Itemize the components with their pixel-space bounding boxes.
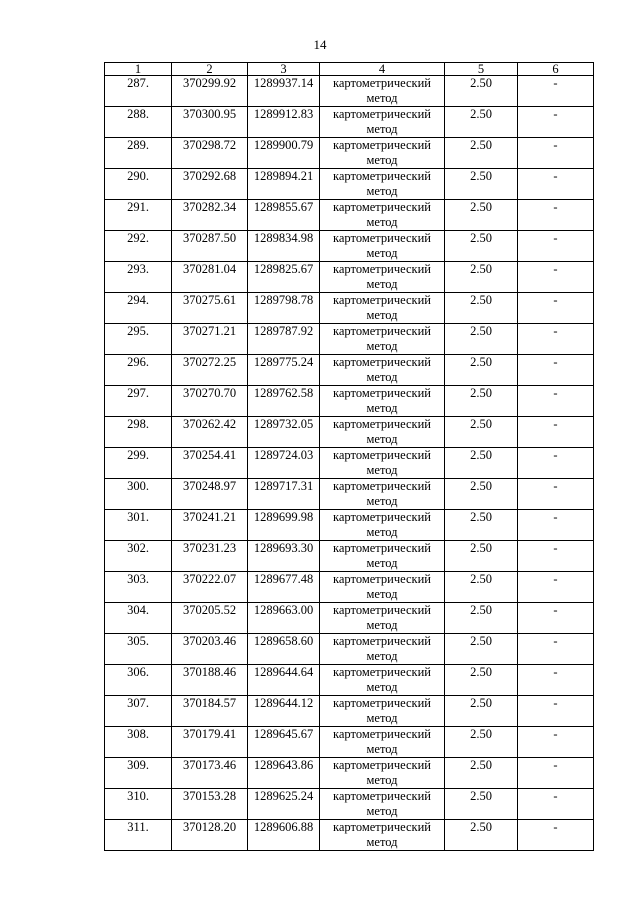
point-number-cell: 309.: [105, 758, 172, 789]
x-coordinate-cell: 370128.20: [172, 820, 248, 851]
error-cell: 2.50: [445, 355, 518, 386]
table-row: [105, 479, 594, 510]
method-line-1: картометрический: [333, 324, 431, 338]
point-number-cell: 295.: [105, 324, 172, 355]
table-row: [105, 665, 594, 696]
note-cell: -: [518, 572, 594, 603]
y-coordinate-cell: 1289625.24: [248, 789, 320, 820]
error-cell: 2.50: [445, 417, 518, 448]
method-cell: [320, 355, 445, 386]
method-line-2: метод: [366, 122, 398, 136]
method-line-1: картометрический: [333, 572, 431, 586]
note-cell: -: [518, 169, 594, 200]
method-line-1: картометрический: [333, 293, 431, 307]
table-row: [105, 727, 594, 758]
y-coordinate-cell: 1289717.31: [248, 479, 320, 510]
x-coordinate-cell: 370184.57: [172, 696, 248, 727]
method-cell: [320, 231, 445, 262]
method-line-2: метод: [366, 835, 398, 849]
x-coordinate-cell: 370188.46: [172, 665, 248, 696]
point-number-cell: 299.: [105, 448, 172, 479]
note-cell: -: [518, 541, 594, 572]
note-cell: -: [518, 386, 594, 417]
header-cell: 5: [445, 63, 518, 76]
table-row: [105, 510, 594, 541]
note-cell: -: [518, 355, 594, 386]
x-coordinate-cell: 370281.04: [172, 262, 248, 293]
point-number-cell: 305.: [105, 634, 172, 665]
x-coordinate-cell: 370231.23: [172, 541, 248, 572]
point-number-cell: 292.: [105, 231, 172, 262]
note-cell: -: [518, 138, 594, 169]
note-cell: -: [518, 417, 594, 448]
method-line-1: картометрический: [333, 820, 431, 834]
method-line-1: картометрический: [333, 169, 431, 183]
error-cell: 2.50: [445, 107, 518, 138]
table-row: [105, 293, 594, 324]
y-coordinate-cell: 1289643.86: [248, 758, 320, 789]
method-cell: [320, 541, 445, 572]
method-line-1: картометрический: [333, 789, 431, 803]
point-number-cell: 303.: [105, 572, 172, 603]
method-line-2: метод: [366, 525, 398, 539]
method-line-2: метод: [366, 91, 398, 105]
point-number-cell: 296.: [105, 355, 172, 386]
note-cell: -: [518, 107, 594, 138]
table-row: [105, 386, 594, 417]
y-coordinate-cell: 1289645.67: [248, 727, 320, 758]
point-number-cell: 308.: [105, 727, 172, 758]
method-cell: [320, 293, 445, 324]
x-coordinate-cell: 370203.46: [172, 634, 248, 665]
note-cell: -: [518, 293, 594, 324]
error-cell: 2.50: [445, 820, 518, 851]
table-body: [105, 76, 594, 851]
method-line-1: картометрический: [333, 417, 431, 431]
point-number-cell: 301.: [105, 510, 172, 541]
table-row: [105, 603, 594, 634]
method-line-1: картометрический: [333, 665, 431, 679]
note-cell: -: [518, 727, 594, 758]
x-coordinate-cell: 370179.41: [172, 727, 248, 758]
header-cell: 3: [248, 63, 320, 76]
note-cell: -: [518, 479, 594, 510]
method-cell: [320, 634, 445, 665]
note-cell: -: [518, 603, 594, 634]
error-cell: 2.50: [445, 448, 518, 479]
method-cell: [320, 510, 445, 541]
note-cell: -: [518, 448, 594, 479]
note-cell: -: [518, 200, 594, 231]
y-coordinate-cell: 1289732.05: [248, 417, 320, 448]
note-cell: -: [518, 231, 594, 262]
error-cell: 2.50: [445, 200, 518, 231]
error-cell: 2.50: [445, 696, 518, 727]
error-cell: 2.50: [445, 169, 518, 200]
method-line-2: метод: [366, 339, 398, 353]
method-cell: [320, 665, 445, 696]
note-cell: -: [518, 696, 594, 727]
table-row: [105, 417, 594, 448]
method-line-1: картометрический: [333, 541, 431, 555]
method-line-1: картометрический: [333, 603, 431, 617]
y-coordinate-cell: 1289699.98: [248, 510, 320, 541]
method-line-1: картометрический: [333, 200, 431, 214]
x-coordinate-cell: 370300.95: [172, 107, 248, 138]
point-number-cell: 293.: [105, 262, 172, 293]
method-line-2: метод: [366, 773, 398, 787]
header-cell: 4: [320, 63, 445, 76]
point-number-cell: 298.: [105, 417, 172, 448]
header-cell: 1: [105, 63, 172, 76]
error-cell: 2.50: [445, 231, 518, 262]
table-row: [105, 200, 594, 231]
error-cell: 2.50: [445, 324, 518, 355]
method-line-2: метод: [366, 246, 398, 260]
y-coordinate-cell: 1289834.98: [248, 231, 320, 262]
point-number-cell: 288.: [105, 107, 172, 138]
y-coordinate-cell: 1289663.00: [248, 603, 320, 634]
x-coordinate-cell: 370282.34: [172, 200, 248, 231]
error-cell: 2.50: [445, 603, 518, 634]
error-cell: 2.50: [445, 76, 518, 107]
y-coordinate-cell: 1289894.21: [248, 169, 320, 200]
method-cell: [320, 200, 445, 231]
error-cell: 2.50: [445, 262, 518, 293]
point-number-cell: 294.: [105, 293, 172, 324]
y-coordinate-cell: 1289787.92: [248, 324, 320, 355]
table-row: [105, 169, 594, 200]
point-number-cell: 290.: [105, 169, 172, 200]
error-cell: 2.50: [445, 293, 518, 324]
method-cell: [320, 107, 445, 138]
point-number-cell: 311.: [105, 820, 172, 851]
method-line-2: метод: [366, 308, 398, 322]
x-coordinate-cell: 370205.52: [172, 603, 248, 634]
note-cell: -: [518, 324, 594, 355]
point-number-cell: 297.: [105, 386, 172, 417]
table-row: [105, 138, 594, 169]
method-line-2: метод: [366, 153, 398, 167]
x-coordinate-cell: 370241.21: [172, 510, 248, 541]
point-number-cell: 302.: [105, 541, 172, 572]
method-line-2: метод: [366, 432, 398, 446]
table-row: [105, 262, 594, 293]
x-coordinate-cell: 370254.41: [172, 448, 248, 479]
method-cell: [320, 448, 445, 479]
x-coordinate-cell: 370275.61: [172, 293, 248, 324]
method-line-2: метод: [366, 587, 398, 601]
y-coordinate-cell: 1289693.30: [248, 541, 320, 572]
table-row: [105, 789, 594, 820]
point-number-cell: 287.: [105, 76, 172, 107]
note-cell: -: [518, 510, 594, 541]
method-line-1: картометрический: [333, 758, 431, 772]
method-line-2: метод: [366, 184, 398, 198]
method-line-1: картометрический: [333, 262, 431, 276]
y-coordinate-cell: 1289644.12: [248, 696, 320, 727]
x-coordinate-cell: 370173.46: [172, 758, 248, 789]
x-coordinate-cell: 370287.50: [172, 231, 248, 262]
x-coordinate-cell: 370153.28: [172, 789, 248, 820]
error-cell: 2.50: [445, 138, 518, 169]
table-row: [105, 541, 594, 572]
table-row: [105, 355, 594, 386]
method-cell: [320, 138, 445, 169]
x-coordinate-cell: 370248.97: [172, 479, 248, 510]
x-coordinate-cell: 370270.70: [172, 386, 248, 417]
method-cell: [320, 696, 445, 727]
y-coordinate-cell: 1289775.24: [248, 355, 320, 386]
method-cell: [320, 572, 445, 603]
y-coordinate-cell: 1289606.88: [248, 820, 320, 851]
point-number-cell: 310.: [105, 789, 172, 820]
point-number-cell: 307.: [105, 696, 172, 727]
method-cell: [320, 417, 445, 448]
y-coordinate-cell: 1289724.03: [248, 448, 320, 479]
method-cell: [320, 789, 445, 820]
note-cell: -: [518, 820, 594, 851]
x-coordinate-cell: 370272.25: [172, 355, 248, 386]
method-line-1: картометрический: [333, 76, 431, 90]
method-line-2: метод: [366, 494, 398, 508]
method-cell: [320, 603, 445, 634]
error-cell: 2.50: [445, 665, 518, 696]
method-line-1: картометрический: [333, 727, 431, 741]
method-cell: [320, 324, 445, 355]
y-coordinate-cell: 1289644.64: [248, 665, 320, 696]
table-row: [105, 634, 594, 665]
method-cell: [320, 820, 445, 851]
method-line-1: картометрический: [333, 107, 431, 121]
table-row: [105, 231, 594, 262]
method-line-1: картометрический: [333, 634, 431, 648]
method-line-2: метод: [366, 463, 398, 477]
point-number-cell: 300.: [105, 479, 172, 510]
point-number-cell: 291.: [105, 200, 172, 231]
table-row: [105, 696, 594, 727]
method-line-1: картометрический: [333, 386, 431, 400]
error-cell: 2.50: [445, 758, 518, 789]
method-line-1: картометрический: [333, 231, 431, 245]
page-number: 14: [313, 37, 327, 52]
error-cell: 2.50: [445, 727, 518, 758]
method-cell: [320, 76, 445, 107]
header-cell: 2: [172, 63, 248, 76]
y-coordinate-cell: 1289912.83: [248, 107, 320, 138]
point-number-cell: 304.: [105, 603, 172, 634]
method-line-2: метод: [366, 711, 398, 725]
method-cell: [320, 758, 445, 789]
error-cell: 2.50: [445, 541, 518, 572]
table-row: [105, 820, 594, 851]
note-cell: -: [518, 76, 594, 107]
note-cell: -: [518, 665, 594, 696]
method-line-2: метод: [366, 649, 398, 663]
table-row: [105, 572, 594, 603]
y-coordinate-cell: 1289937.14: [248, 76, 320, 107]
note-cell: -: [518, 758, 594, 789]
table-row: [105, 76, 594, 107]
method-line-2: метод: [366, 680, 398, 694]
method-cell: [320, 479, 445, 510]
x-coordinate-cell: 370222.07: [172, 572, 248, 603]
error-cell: 2.50: [445, 634, 518, 665]
method-line-1: картометрический: [333, 448, 431, 462]
method-line-2: метод: [366, 742, 398, 756]
method-line-1: картометрический: [333, 696, 431, 710]
method-line-1: картометрический: [333, 479, 431, 493]
method-line-2: метод: [366, 556, 398, 570]
note-cell: -: [518, 634, 594, 665]
table-row: [105, 324, 594, 355]
method-line-1: картометрический: [333, 355, 431, 369]
x-coordinate-cell: 370262.42: [172, 417, 248, 448]
y-coordinate-cell: 1289762.58: [248, 386, 320, 417]
method-cell: [320, 169, 445, 200]
point-number-cell: 289.: [105, 138, 172, 169]
x-coordinate-cell: 370292.68: [172, 169, 248, 200]
error-cell: 2.50: [445, 479, 518, 510]
table-row: [105, 758, 594, 789]
method-line-1: картометрический: [333, 510, 431, 524]
coordinates-table: [104, 62, 594, 851]
method-cell: [320, 727, 445, 758]
method-line-2: метод: [366, 277, 398, 291]
error-cell: 2.50: [445, 510, 518, 541]
y-coordinate-cell: 1289658.60: [248, 634, 320, 665]
error-cell: 2.50: [445, 386, 518, 417]
method-line-2: метод: [366, 618, 398, 632]
x-coordinate-cell: 370298.72: [172, 138, 248, 169]
y-coordinate-cell: 1289900.79: [248, 138, 320, 169]
y-coordinate-cell: 1289798.78: [248, 293, 320, 324]
note-cell: -: [518, 262, 594, 293]
note-cell: -: [518, 789, 594, 820]
method-cell: [320, 262, 445, 293]
table-row: [105, 107, 594, 138]
method-cell: [320, 386, 445, 417]
x-coordinate-cell: 370299.92: [172, 76, 248, 107]
method-line-2: метод: [366, 215, 398, 229]
y-coordinate-cell: 1289855.67: [248, 200, 320, 231]
error-cell: 2.50: [445, 789, 518, 820]
point-number-cell: 306.: [105, 665, 172, 696]
method-line-1: картометрический: [333, 138, 431, 152]
method-line-2: метод: [366, 804, 398, 818]
x-coordinate-cell: 370271.21: [172, 324, 248, 355]
table-row: [105, 448, 594, 479]
error-cell: 2.50: [445, 572, 518, 603]
method-line-2: метод: [366, 370, 398, 384]
y-coordinate-cell: 1289677.48: [248, 572, 320, 603]
table-header-row: [105, 63, 594, 76]
header-cell: 6: [518, 63, 594, 76]
method-line-2: метод: [366, 401, 398, 415]
y-coordinate-cell: 1289825.67: [248, 262, 320, 293]
